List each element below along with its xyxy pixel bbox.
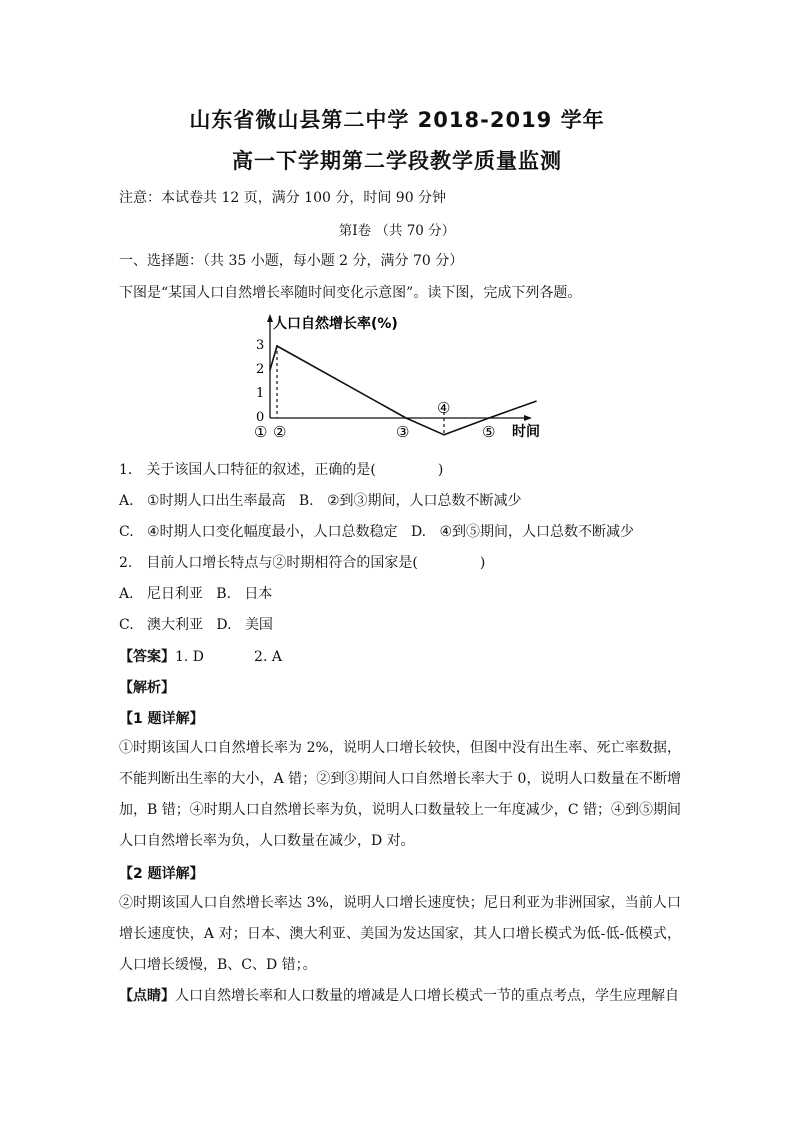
question-1-options-row1 xyxy=(119,490,522,510)
note-tag: 【点睛】 xyxy=(119,988,175,1004)
option-label: C. xyxy=(119,617,134,633)
note-paragraph xyxy=(119,981,681,1012)
question-1-options-row2 xyxy=(119,521,634,541)
question-stem-text: 2. 目前人口增长特点与②时期相符合的国家是( xyxy=(119,555,418,571)
option-text: ④时期人口变化幅度最小，人口总数稳定 xyxy=(147,524,398,540)
section-title: 第Ⅰ卷 （共 70 分） xyxy=(338,223,456,239)
option-text: 日本 xyxy=(244,586,273,602)
detail-1-tag: 【1 题详解】 xyxy=(119,711,204,727)
question-2-stem xyxy=(119,552,485,572)
option-label: D. xyxy=(216,617,232,633)
option-text: ①时期人口出生率最高 xyxy=(146,493,286,509)
option-text: 尼日利亚 xyxy=(146,586,203,602)
x-axis-label: 时间 xyxy=(512,424,540,440)
question-2-options-row1 xyxy=(119,583,272,603)
data-point xyxy=(269,369,271,371)
growth-rate-series-line xyxy=(270,346,536,435)
answer-tag: 【答案】 xyxy=(119,649,175,665)
y-tick-label: 2 xyxy=(256,362,265,377)
y-tick-label: 1 xyxy=(256,386,265,401)
answer-row xyxy=(119,646,282,666)
data-point xyxy=(443,434,445,436)
period-label: ④ xyxy=(437,399,451,417)
y-axis-label: 人口自然增长率(%) xyxy=(273,316,398,332)
population-growth-chart xyxy=(246,310,546,440)
period-label: ⑤ xyxy=(482,423,496,440)
option-label: C. xyxy=(119,524,134,540)
answer-2: 2. A xyxy=(254,649,282,665)
option-text: ④到⑤期间，人口总数不断减少 xyxy=(439,524,635,540)
detail-1-text: ①时期该国人口自然增长率为 2%，说明人口增长较快，但图中没有出生率、死亡率数据，不能判断出生率的大小，A 错；②到③期间人口自然增长率大于 0，说明人口数量在不断增加，B 错；④时期人口自然增长率为负，说明人口数量较上一年度减少，C 错；④到⑤期间人口自然增长率为负，人口数量在减少，D 对。 xyxy=(119,740,681,849)
option-text: 澳大利亚 xyxy=(147,617,204,633)
notice-text: 注意：本试卷共 12 页，满分 100 分，时间 90 分钟 xyxy=(119,190,447,206)
period-label: ② xyxy=(273,423,287,440)
x-axis-arrow xyxy=(524,415,532,421)
detail-2-text: ②时期该国人口自然增长率达 3%，说明人口增长速度快；尼日利亚为非洲国家，当前人口增长速度快，A 对；日本、澳大利亚、美国为发达国家，其人口增长模式为低-低-低模式，人口增长缓慢，B、C、D 错；。 xyxy=(119,895,681,973)
question-intro: 下图是“某国人口自然增长率随时间变化示意图”。读下图，完成下列各题。 xyxy=(119,285,582,301)
note-text: 人口自然增长率和人口数量的增减是人口增长模式一节的重点考点，学生应理解自 xyxy=(175,988,679,1004)
option-label: D. xyxy=(410,524,427,540)
data-point xyxy=(535,400,537,402)
y-tick-label: 3 xyxy=(256,338,265,353)
question-1-stem xyxy=(119,459,443,479)
question-stem-text: 1. 关于该国人口特征的叙述，正确的是( xyxy=(119,462,376,478)
period-label: ③ xyxy=(396,423,410,440)
option-text: 美国 xyxy=(244,617,273,633)
data-point xyxy=(405,417,407,419)
period-label: ① xyxy=(254,423,268,440)
analysis-tag: 【解析】 xyxy=(119,680,175,696)
option-label: B. xyxy=(216,586,232,602)
option-text: ②到③期间，人口总数不断减少 xyxy=(326,493,522,509)
exam-title-line1: 山东省微山县第二中学 2018-2019 学年 xyxy=(189,108,605,132)
data-point xyxy=(276,345,278,347)
option-label: B. xyxy=(298,493,314,509)
question-stem-close: ) xyxy=(437,462,444,478)
y-tick-label: 0 xyxy=(256,410,265,425)
part-title: 一、选择题：（共 35 小题，每小题 2 分，满分 70 分） xyxy=(119,253,464,269)
option-label: A. xyxy=(119,493,134,509)
detail-2-tag: 【2 题详解】 xyxy=(119,866,204,882)
option-label: A. xyxy=(119,586,134,602)
question-stem-close: ) xyxy=(479,555,486,571)
data-point xyxy=(488,417,490,419)
answer-1: 1. D xyxy=(175,649,205,665)
question-2-options-row2 xyxy=(119,614,273,634)
exam-title-line2: 高一下学期第二学段教学质量监测 xyxy=(232,149,562,173)
